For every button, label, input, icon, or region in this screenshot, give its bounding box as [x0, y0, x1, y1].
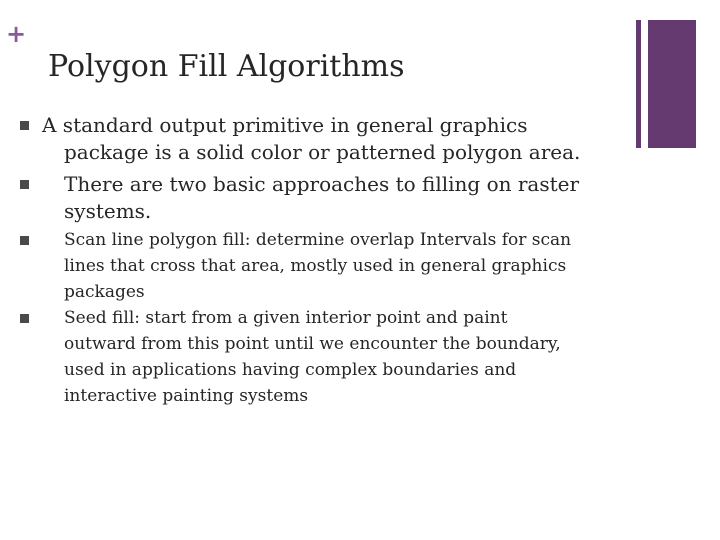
square-bullet-icon [20, 121, 29, 130]
bullet-line: A standard output primitive in general graphics [42, 113, 528, 137]
bullet-line: packages [64, 282, 145, 302]
accent-bar-thin [636, 20, 641, 148]
bullet-line: Seed fill: start from a given interior point and paint [64, 308, 508, 328]
accent-bar-block [648, 20, 696, 148]
bullet-line: outward from this point until we encounter the boundary, [64, 334, 561, 354]
bullet-line: lines that cross that area, mostly used in general graphics [64, 256, 567, 276]
bullet-line: used in applications having complex boundaries and [64, 360, 517, 380]
slide-title: Polygon Fill Algorithms [48, 49, 405, 84]
square-bullet-icon [20, 180, 29, 189]
bullet-line: package is a solid color or patterned polygon area. [64, 140, 581, 164]
plus-icon: + [6, 20, 27, 48]
square-bullet-icon [20, 236, 29, 245]
bullet-line: Scan line polygon fill: determine overlap Intervals for scan [64, 230, 572, 250]
bullet-line: interactive painting systems [64, 386, 309, 406]
bullet-line: There are two basic approaches to filling on raster [64, 172, 580, 196]
bullet-line: systems. [64, 199, 152, 223]
square-bullet-icon [20, 314, 29, 323]
